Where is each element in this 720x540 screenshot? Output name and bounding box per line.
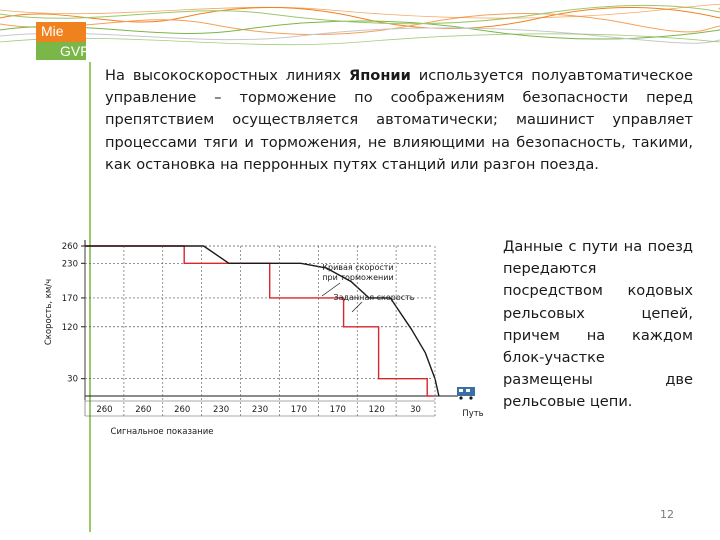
- chart-signal-label: 230: [212, 405, 230, 415]
- mie-gvf-logo: [36, 22, 89, 60]
- page-number: 12: [660, 508, 674, 521]
- side-paragraph: Данные с пути на поезд передаются посредством кодовых рельсовых цепей, причем на каждом блок-участке размещены две рельсовые цепи.: [503, 238, 693, 411]
- intro-bold-japan: Японии: [348, 67, 411, 84]
- chart-signal-label: 260: [96, 405, 113, 415]
- speed-control-chart: [40, 232, 495, 440]
- logo-bottom-block: [36, 42, 89, 60]
- chart-signal-label: 170: [290, 405, 308, 415]
- logo-text-mie: Mie: [41, 23, 64, 39]
- chart-y-tick-label: 170: [61, 293, 78, 304]
- chart-y-tick-label: 30: [67, 374, 78, 385]
- decorative-wave-lines: [0, 0, 720, 60]
- chart-path-label: Путь: [462, 409, 484, 419]
- chart-y-tick-label: 230: [61, 259, 78, 270]
- chart-y-tick-label: 260: [61, 242, 78, 252]
- annotation-braking-curve-line2: при торможении: [322, 273, 394, 282]
- chart-signal-label: 260: [135, 405, 152, 415]
- intro-suffix: используется полуавтоматическое управление – торможение по соображениям безопасности перед препятствием осуществляется автоматически; машинист управляет процессами тяги и торможения, не влияющими на безопасность, такими, как остановка на перронных путях станций или разгон поезда.: [105, 67, 693, 173]
- chart-signal-label: 30: [410, 405, 421, 415]
- annotation-braking-curve-line1: Кривая скорости: [322, 263, 394, 272]
- train-icon: [457, 387, 475, 400]
- chart-y-ticks: [62, 242, 85, 385]
- chart-signal-label: 260: [174, 405, 191, 415]
- intro-prefix: На высокоскоростных линиях: [105, 67, 349, 84]
- chart-signal-label: 120: [368, 405, 385, 415]
- chart-x-axis-label: Сигнальное показание: [110, 427, 214, 437]
- logo-text-gvf: GVF: [60, 43, 89, 59]
- logo-top-block: [36, 22, 86, 42]
- chart-signal-label: 170: [329, 405, 346, 415]
- chart-y-tick-label: 120: [61, 322, 78, 333]
- chart-y-axis-label: Скорость, км/ч: [44, 278, 54, 346]
- intro-paragraph: [105, 65, 693, 176]
- chart-signal-label: 230: [251, 405, 269, 415]
- annotation-target-speed: Заданная скорость: [333, 293, 415, 302]
